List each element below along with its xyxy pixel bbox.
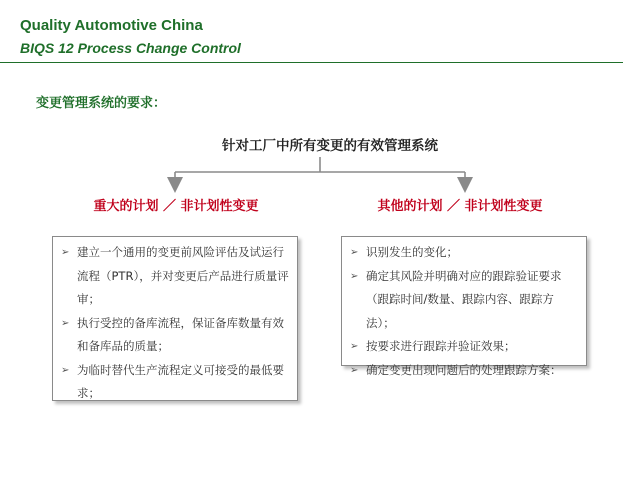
requirements-box-major bbox=[52, 236, 298, 401]
list-item bbox=[350, 241, 578, 265]
list-item bbox=[61, 359, 289, 406]
list-item-text: 执行受控的备库流程，保证备库数量有效和备库品的质量； bbox=[77, 315, 284, 353]
list-item-text: 为临时替代生产流程定义可接受的最低要求； bbox=[77, 362, 284, 400]
list-item bbox=[350, 359, 578, 383]
arrowhead-bullet-icon: ➢ bbox=[350, 247, 359, 258]
arrowhead-bullet-icon: ➢ bbox=[61, 247, 70, 258]
list-item-text: 按要求进行跟踪并验证效果； bbox=[366, 339, 516, 353]
list-item-text: 确定变更出现问题后的处理跟踪方案： bbox=[366, 362, 562, 377]
header-subtitle: BIQS 12 Process Change Control bbox=[20, 40, 241, 56]
list-item bbox=[350, 335, 578, 359]
branch-label-major: 重大的计划 ／ 非计划性变更 bbox=[93, 199, 259, 214]
list-item-text: 建立一个通用的变更前风险评估及试运行流程（PTR），并对变更后产品进行质量评审； bbox=[77, 245, 289, 306]
list-item-text: 识别发生的变化； bbox=[366, 245, 458, 259]
branch-label-other: 其他的计划 ／ 非计划性变更 bbox=[377, 199, 543, 214]
list-item bbox=[61, 241, 289, 312]
arrowhead-bullet-icon: ➢ bbox=[350, 364, 359, 376]
section-title: 变更管理系统的要求： bbox=[36, 96, 167, 111]
list-item bbox=[61, 312, 289, 359]
requirements-box-other bbox=[341, 236, 587, 377]
arrowhead-bullet-icon: ➢ bbox=[350, 270, 359, 282]
list-item-text: 确定其风险并明确对应的跟踪验证要求（跟踪时间/数量、跟踪内容、跟踪方法）； bbox=[366, 268, 562, 330]
list-item bbox=[350, 265, 578, 336]
arrowhead-bullet-icon: ➢ bbox=[61, 364, 70, 376]
header-title: Quality Automotive China bbox=[20, 17, 203, 34]
arrowhead-bullet-icon: ➢ bbox=[61, 317, 70, 329]
arrowhead-bullet-icon: ➢ bbox=[350, 341, 359, 352]
root-node-label: 针对工厂中所有变更的有效管理系统 bbox=[222, 138, 438, 154]
